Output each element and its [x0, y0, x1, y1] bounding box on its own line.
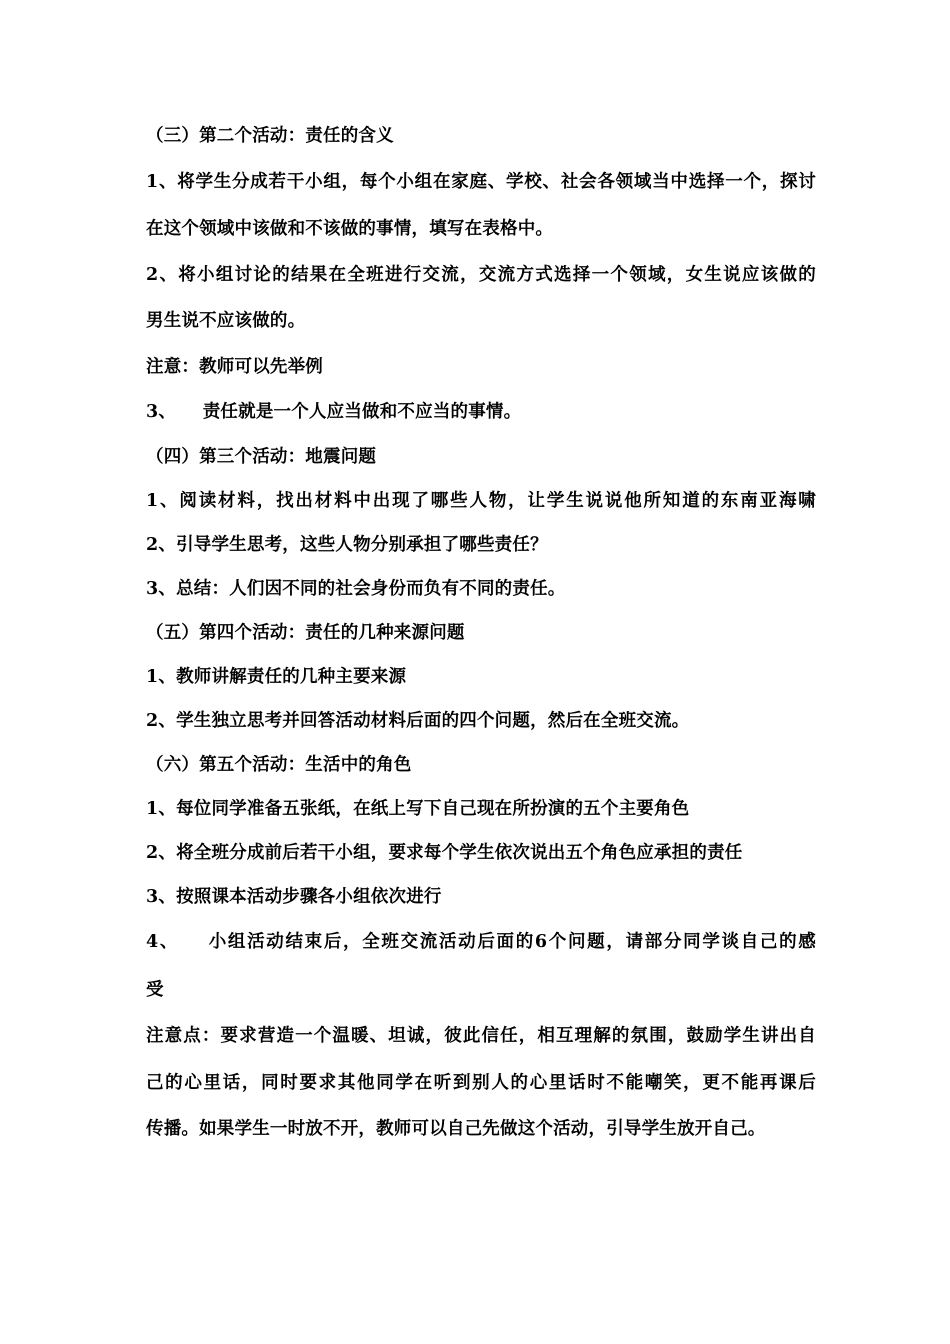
note-paragraph-line: 传播。如果学生一时放不开，教师可以自己先做这个活动，引导学生放开自己。 — [146, 1119, 766, 1139]
note-paragraph-line: 己的心里话，同时要求其他同学在听到别人的心里话时不能嘲笑，更不能再课后 — [146, 1073, 816, 1093]
paragraph-line: 3、按照课本活动步骤各小组依次进行 — [146, 887, 442, 907]
paragraph-line: 1、阅读材料，找出材料中出现了哪些人物，让学生说说他所知道的东南亚海啸 — [146, 491, 816, 511]
paragraph-line: 2、引导学生思考，这些人物分别承担了哪些责任？ — [146, 535, 548, 555]
paragraph-line: 受 — [146, 980, 164, 1000]
section-heading-3: （三）第二个活动：责任的含义 — [146, 126, 394, 146]
section-heading-4: （四）第三个活动：地震问题 — [146, 447, 377, 467]
note-paragraph-line: 注意点：要求营造一个温暖、坦诚，彼此信任，相互理解的氛围，鼓励学生讲出自 — [146, 1026, 816, 1046]
paragraph-line: 3、总结：人们因不同的社会身份而负有不同的责任。 — [146, 579, 566, 599]
paragraph-line: 1、教师讲解责任的几种主要来源 — [146, 667, 407, 687]
paragraph-line: 3、 责任就是一个人应当做和不应当的事情。 — [146, 402, 522, 422]
note-line: 注意：教师可以先举例 — [146, 357, 323, 377]
paragraph-line: 男生说不应该做的。 — [146, 311, 306, 331]
paragraph-line: 1、每位同学准备五张纸，在纸上写下自己现在所扮演的五个主要角色 — [146, 799, 690, 819]
paragraph-line: 1、将学生分成若干小组，每个小组在家庭、学校、社会各领域当中选择一个，探讨 — [146, 172, 816, 192]
paragraph-line: 2、学生独立思考并回答活动材料后面的四个问题，然后在全班交流。 — [146, 711, 690, 731]
paragraph-line: 在这个领域中该做和不该做的事情，填写在表格中。 — [146, 219, 554, 239]
section-heading-6: （六）第五个活动：生活中的角色 — [146, 755, 412, 775]
paragraph-line: 2、将小组讨论的结果在全班进行交流，交流方式选择一个领域，女生说应该做的 — [146, 265, 816, 285]
section-heading-5: （五）第四个活动：责任的几种来源问题 — [146, 623, 465, 643]
paragraph-line: 2、将全班分成前后若干小组，要求每个学生依次说出五个角色应承担的责任 — [146, 843, 743, 863]
paragraph-line: 4、 小组活动结束后，全班交流活动后面的6个问题，请部分同学谈自己的感 — [146, 932, 816, 952]
